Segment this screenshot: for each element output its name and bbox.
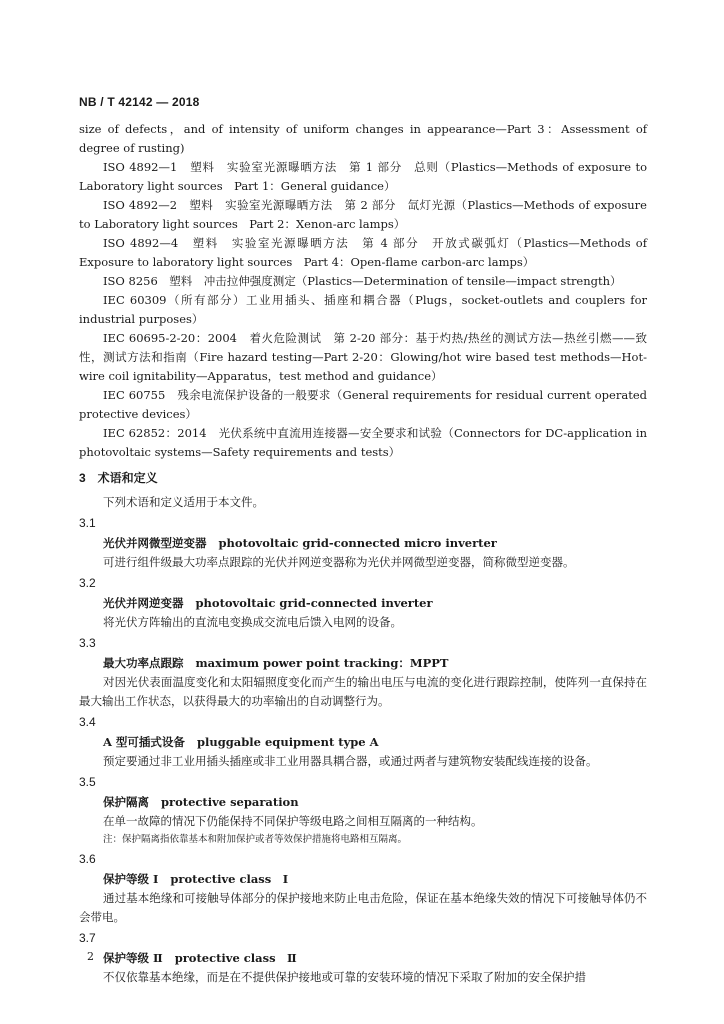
term-title — [79, 534, 647, 553]
term-entry — [79, 633, 647, 711]
reference-item: ISO 4892—1 塑料 实验室光源曝晒方法 第 1 部分 总则（Plastics—Methods of exposure to Laboratory light sources Part 1：General guidance） — [79, 160, 647, 193]
term-definition: 对因光伏表面温度变化和太阳辐照度变化而产生的输出电压与电流的变化进行跟踪控制，使阵列一直保持在最大输出工作状态，以获得最大的功率输出的自动调整行为。 — [79, 675, 647, 708]
term-title — [79, 793, 647, 812]
standard-header: NB / T 42142 — 2018 — [79, 95, 200, 109]
term-number: 3.3 — [79, 636, 96, 650]
reference-item: IEC 60755 残余电流保护设备的一般要求（General requirements for residual current operated protective devices） — [79, 388, 647, 421]
term-definition: 预定要通过非工业用插头插座或非工业用器具耦合器，或通过两者与建筑物安装配线连接的设备。 — [103, 754, 598, 768]
term-en: maximum power point tracking：MPPT — [195, 656, 449, 670]
reference-item: IEC 60695-2-20：2004 着火危险测试 第 2-20 部分：基于灼热/热丝的测试方法—热丝引燃——致性，测试方法和指南（Fire hazard testing—Part 2-20：Glowing/hot wire based test methods—Hot-wire coil ignitability—Apparatus，test method and guidance） — [79, 331, 647, 383]
term-definition: 可进行组件级最大功率点跟踪的光伏并网逆变器称为光伏并网微型逆变器，简称微型逆变器。 — [103, 555, 575, 569]
document-body — [79, 120, 647, 987]
term-definition: 在单一故障的情况下仍能保持不同保护等级电路之间相互隔离的一种结构。 — [103, 814, 483, 828]
term-entry — [79, 513, 647, 572]
term-zh: 光伏并网微型逆变器 — [103, 536, 207, 550]
term-en: protective class Ⅱ — [174, 951, 297, 965]
reference-item: ISO 4892—2 塑料 实验室光源曝晒方法 第 2 部分 氙灯光源（Plastics—Methods of exposure to Laboratory light sources Part 2：Xenon-arc lamps） — [79, 198, 647, 231]
term-entry — [79, 928, 647, 987]
term-title — [79, 949, 647, 968]
term-number: 3.2 — [79, 576, 96, 590]
term-number: 3.5 — [79, 775, 96, 789]
reference-item: IEC 62852：2014 光伏系统中直流用连接器—安全要求和试验（Connectors for DC-application in photovoltaic systems—Safety requirements and tests） — [79, 426, 647, 459]
term-en: protective separation — [161, 795, 299, 809]
term-note: 注：保护隔离指依靠基本和附加保护或者等效保护措施将电路相互隔离。 — [103, 834, 408, 845]
reference-item: size of defects，and of intensity of uniform changes in appearance—Part 3：Assessment of degree of rusting) — [79, 122, 647, 155]
term-entry — [79, 712, 647, 771]
term-number: 3.1 — [79, 516, 96, 530]
term-number: 3.7 — [79, 931, 96, 945]
term-title — [79, 733, 647, 752]
term-definition: 通过基本绝缘和可接触导体部分的保护接地来防止电击危险，保证在基本绝缘失效的情况下可接触导体仍不会带电。 — [79, 891, 647, 924]
term-en: photovoltaic grid-connected micro inverter — [218, 536, 497, 550]
term-zh: 光伏并网逆变器 — [103, 596, 184, 610]
term-en: photovoltaic grid-connected inverter — [195, 596, 433, 610]
term-en: pluggable equipment type A — [196, 735, 379, 749]
reference-item: IEC 60309（所有部分）工业用插头、插座和耦合器（Plugs，socket-outlets and couplers for industrial purposes） — [79, 293, 647, 326]
term-title — [79, 654, 647, 673]
term-entry — [79, 772, 647, 848]
term-entry — [79, 849, 647, 927]
term-zh: A 型可插式设备 — [103, 735, 185, 749]
term-entry — [79, 573, 647, 632]
term-title — [79, 594, 647, 613]
term-number: 3.4 — [79, 715, 96, 729]
section-intro: 下列术语和定义适用于本文件。 — [103, 495, 264, 509]
term-zh: 保护等级 Ⅱ — [103, 951, 163, 965]
reference-item: ISO 8256 塑料 冲击拉伸强度测定（Plastics—Determination of tensile—impact strength） — [103, 274, 622, 288]
term-zh: 保护隔离 — [103, 795, 149, 809]
page-number: 2 — [87, 950, 94, 963]
section-heading: 3 术语和定义 — [79, 471, 158, 485]
term-definition: 不仅依靠基本绝缘，而是在不提供保护接地或可靠的安装环境的情况下采取了附加的安全保护措 — [103, 970, 586, 984]
references-list — [79, 120, 647, 462]
term-title — [79, 870, 647, 889]
term-number: 3.6 — [79, 852, 96, 866]
reference-item: ISO 4892—4 塑料 实验室光源曝晒方法 第 4 部分 开放式碳弧灯（Plastics—Methods of Exposure to laboratory light sources Part 4：Open-flame carbon-arc lamps） — [79, 236, 647, 269]
term-zh: 保护等级 Ⅰ — [103, 872, 159, 886]
term-zh: 最大功率点跟踪 — [103, 656, 184, 670]
term-definition: 将光伏方阵输出的直流电变换成交流电后馈入电网的设备。 — [103, 615, 402, 629]
term-en: protective class Ⅰ — [170, 872, 289, 886]
